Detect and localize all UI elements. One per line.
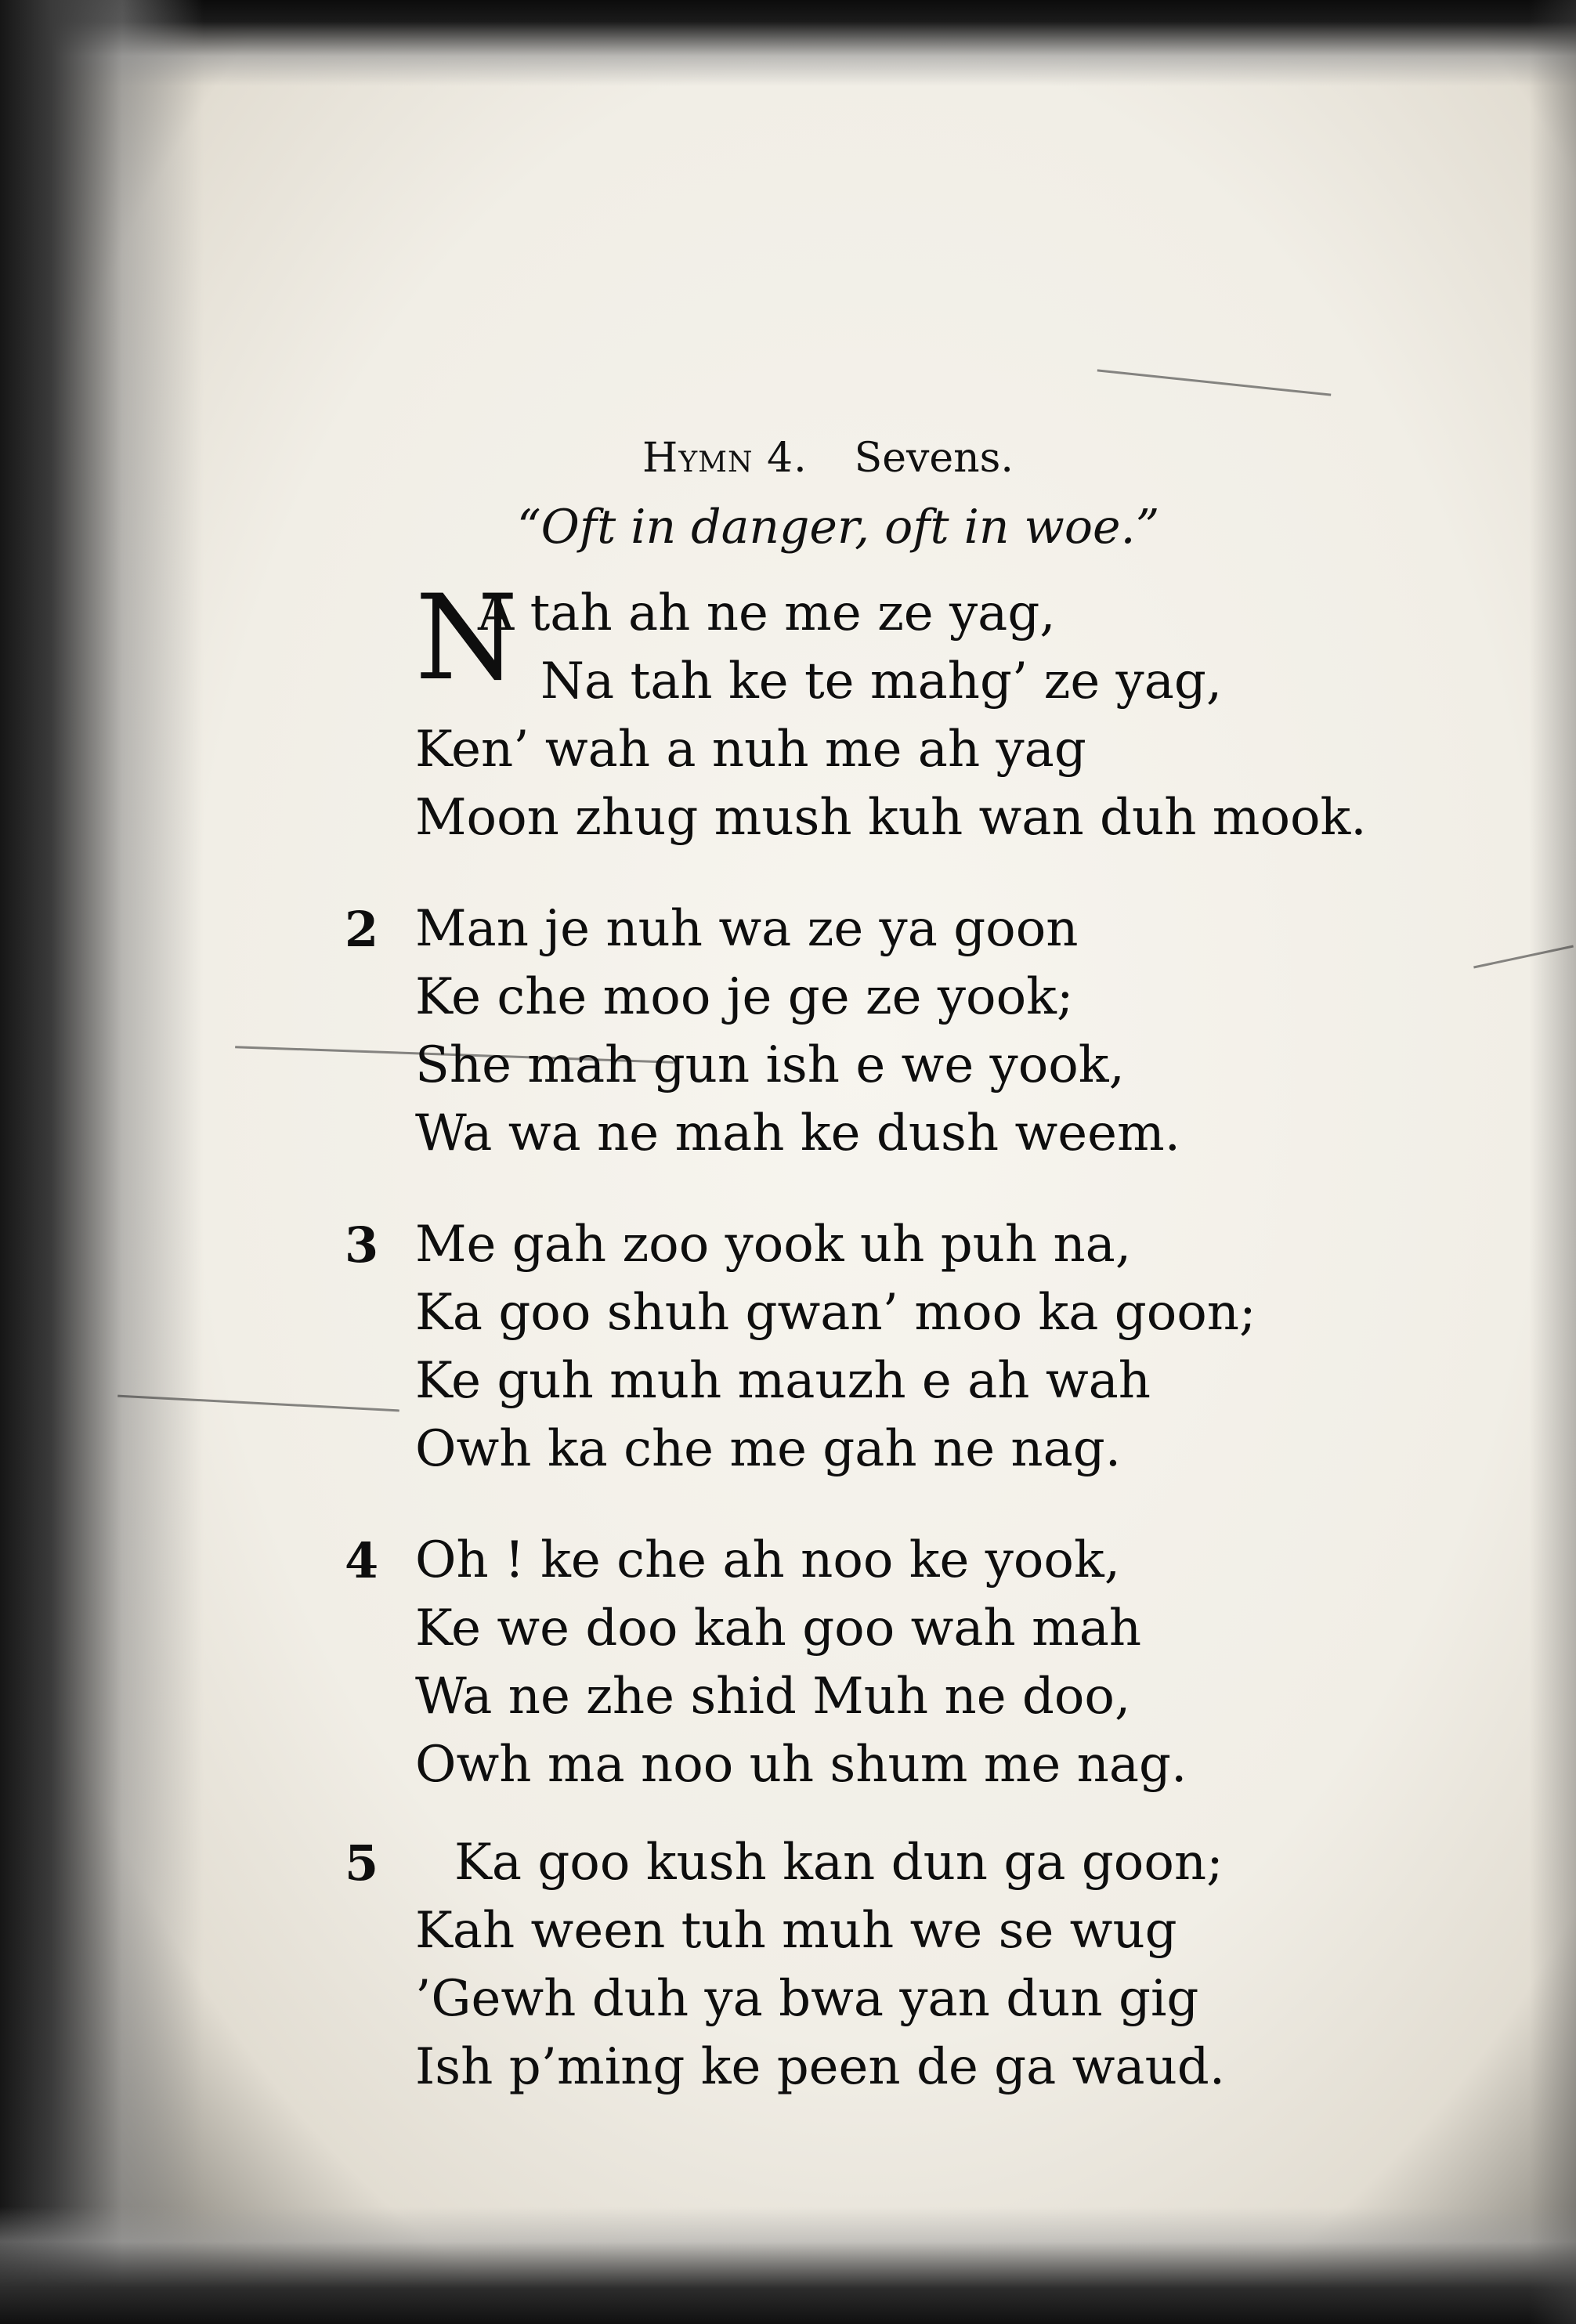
line-text: Owh ka che me gah ne nag. [415, 1420, 1122, 1478]
drop-cap: N [415, 570, 519, 707]
scan-shadow-left [0, 0, 204, 2324]
stanza-number: 5 [345, 1834, 379, 1892]
line-text: Ish p’ming ke peen de ga waud. [415, 2038, 1226, 2096]
stanza-number: 4 [345, 1532, 379, 1589]
line-text: Na tah ke te mahg’ ze yag, [540, 652, 1223, 710]
scan-artifact-line [1097, 369, 1332, 396]
line-text: Ken’ wah a nuh me ah yag [415, 721, 1086, 779]
hymn-meter: Sevens. [854, 435, 1014, 482]
hymn-heading [642, 435, 1014, 482]
line-text: Owh ma noo uh shum me nag. [415, 1736, 1187, 1794]
line-text: Me gah zoo yook uh puh na, [415, 1216, 1132, 1274]
line-text: Ke che moo je ge ze yook; [415, 968, 1074, 1026]
line-text: Ka goo shuh gwan’ moo ka goon; [415, 1284, 1256, 1342]
line-text: Wa ne zhe shid Muh ne doo, [415, 1668, 1131, 1726]
scan-shadow-right [1529, 0, 1576, 2324]
hymn-label: Hymn 4. [642, 435, 808, 482]
stanza-number: 2 [345, 901, 379, 958]
line-text: ’Gewh duh ya bwa yan dun gig [415, 1970, 1199, 2028]
line-text: Moon zhug mush kuh wan duh mook. [415, 789, 1367, 847]
scan-shadow-top [0, 0, 1576, 86]
line-text: Oh ! ke che ah noo ke yook, [415, 1531, 1121, 1589]
line-text: Wa wa ne mah ke dush weem. [415, 1104, 1180, 1162]
line-text: A tah ah ne me ze yag, [478, 584, 1056, 642]
hymn-subtitle: “Oft in danger, oft in woe.” [517, 500, 1160, 555]
line-text: Ke we doo kah goo wah mah [415, 1599, 1142, 1657]
line-text: Ka goo kush kan dun ga goon; [454, 1834, 1224, 1892]
scan-shadow-bottom [0, 2207, 1576, 2324]
line-text: She mah gun ish e we yook, [415, 1036, 1125, 1094]
stanza-number: 3 [345, 1216, 379, 1274]
line-text: Ke guh muh mauzh e ah wah [415, 1352, 1151, 1410]
line-text: Kah ween tuh muh we se wug [415, 1902, 1177, 1960]
line-text: Man je nuh wa ze ya goon [415, 900, 1079, 958]
